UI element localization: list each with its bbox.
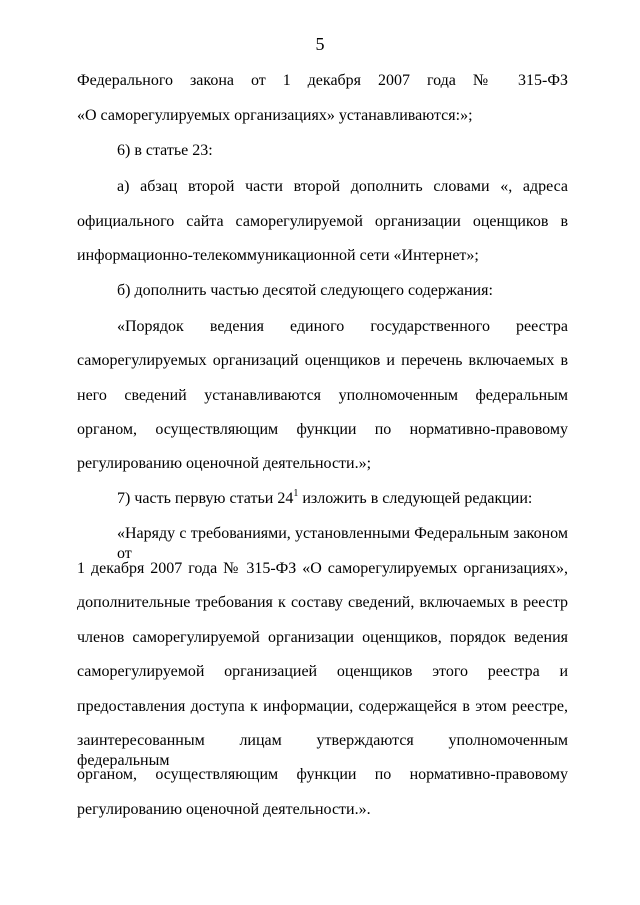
text-line: регулированию оценочной деятельности.». [77, 801, 371, 818]
text-line [117, 489, 568, 509]
text-line: саморегулируемой организацией оценщиков этого реестра и [77, 663, 568, 680]
text-line: регулированию оценочной деятельности.»; [77, 455, 372, 472]
text-line: 1 декабря 2007 года № 315-ФЗ «О саморегулируемых организациях», [77, 560, 568, 577]
text-line: информационно-телекоммуникационной сети «Интернет»; [77, 247, 479, 264]
text-line: «О саморегулируемых организациях» устанавливаются:»; [77, 107, 473, 124]
text-line: членов саморегулируемой организации оценщиков, порядок ведения [77, 629, 568, 646]
text-line: саморегулируемых организаций оценщиков и перечень включаемых в [77, 352, 568, 369]
article-superscript: 1 [293, 488, 299, 499]
page-number: 5 [315, 34, 325, 54]
text-segment: 7) часть первую статьи 24 [117, 490, 294, 507]
text-line: заинтересованным лицам утверждаются уполномоченным федеральным [77, 732, 568, 769]
text-line: органом, осуществляющим функции по нормативно-правовому [77, 766, 568, 783]
text-line: «Порядок ведения единого государственного реестра [117, 318, 568, 335]
text-line: б) дополнить частью десятой следующего содержания: [117, 282, 493, 299]
text-line: официального сайта саморегулируемой организации оценщиков в [77, 213, 568, 230]
text-line: него сведений устанавливаются уполномоченным федеральным [77, 387, 568, 404]
text-line: «Наряду с требованиями, установленными Федеральным законом от [117, 525, 568, 562]
text-segment: изложить в следующей редакции: [298, 490, 533, 507]
text-line: органом, осуществляющим функции по нормативно-правовому [77, 421, 568, 438]
text-line: предоставления доступа к информации, содержащейся в этом реестре, [77, 698, 568, 715]
text-line: 6) в статье 23: [117, 142, 213, 159]
text-line: дополнительные требования к составу сведений, включаемых в реестр [77, 594, 568, 611]
text-line: Федерального закона от 1 декабря 2007 года № 315-ФЗ [77, 72, 568, 89]
text-line: а) абзац второй части второй дополнить словами «, адреса [117, 178, 568, 195]
